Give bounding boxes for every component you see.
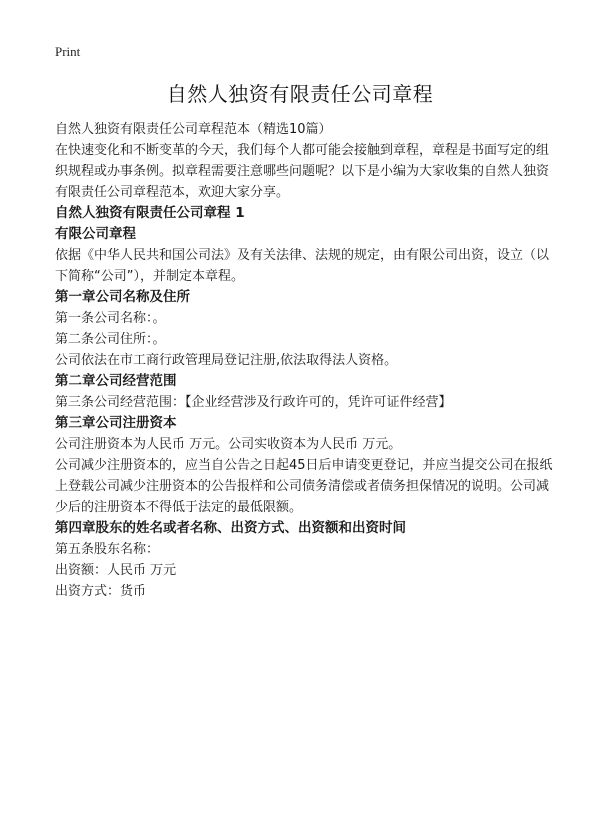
article-2: 第二条公司住所：。: [55, 332, 166, 347]
chapter-3-heading: 第三章公司注册资本: [55, 415, 177, 431]
document-title: 自然人独资有限责任公司章程: [166, 82, 434, 106]
section-title: 自然人独资有限责任公司章程 1: [55, 205, 245, 221]
contribution-amount: 出资额：人民币 万元: [55, 563, 177, 578]
article-5: 第五条股东名称：: [55, 542, 160, 557]
subtitle: 自然人独资有限责任公司章程范本（精选10篇）: [55, 122, 332, 137]
chapter-4-heading: 第四章股东的姓名或者名称、出资方式、出资额和出资时间: [55, 520, 406, 536]
reduction-paragraph: 公司减少注册资本的，应当自公告之日起45日后申请变更登记，并应当提交公司在报纸上登载公司减少注册资本的公告报样和公司债务清偿或者债务担保情况的说明。公司减少后的注册资本不得低于法定的最低限额。: [55, 458, 553, 515]
article-1: 第一条公司名称：。: [55, 311, 166, 326]
basis-paragraph: 依据《中华人民共和国公司法》及有关法律、法规的规定，由有限公司出资，设立（以下简称“公司”），并制定本章程。: [55, 248, 550, 284]
capital-paragraph: 公司注册资本为人民币 万元。公司实收资本为人民币 万元。: [55, 437, 402, 452]
chapter-1-heading: 第一章公司名称及住所: [55, 289, 190, 305]
contribution-method: 出资方式：货币: [55, 584, 147, 599]
registration-paragraph: 公司依法在市工商行政管理局登记注册,依法取得法人资格。: [55, 353, 398, 368]
chapter-2-heading: 第二章公司经营范围: [55, 373, 177, 389]
subsection-title: 有限公司章程: [55, 226, 136, 242]
article-3: 第三条公司经营范围：【企业经营涉及行政许可的，凭许可证件经营】: [55, 395, 452, 410]
document-body: [55, 119, 554, 602]
print-link[interactable]: Print: [55, 44, 81, 59]
intro-paragraph: 在快速变化和不断变革的今天，我们每个人都可能会接触到章程，章程是书面写定的组织规程或办事条例。拟章程需要注意哪些问题呢？以下是小编为大家收集的自然人独资有限责任公司章程范本，欢迎大家分享。: [55, 143, 550, 200]
